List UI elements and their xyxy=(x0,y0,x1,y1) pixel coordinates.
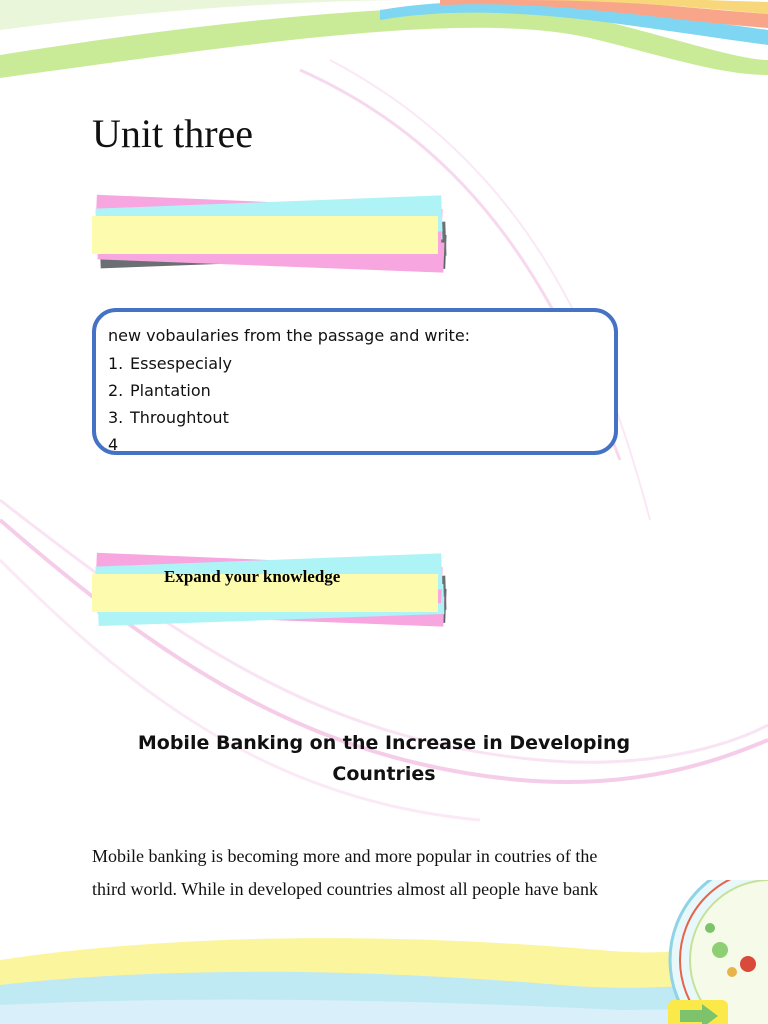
article-title-line: Countries xyxy=(332,763,436,785)
banner-label: Expand your knowledge xyxy=(164,567,341,586)
arrow-right-icon xyxy=(668,1000,728,1024)
body-line: Mobile banking is becoming more and more popular in coutries of the xyxy=(92,846,598,866)
vocabulary-box xyxy=(92,308,618,455)
list-item: 2. Plantation xyxy=(108,381,211,400)
arrow-button-icon[interactable] xyxy=(668,1000,728,1024)
article-title xyxy=(100,728,668,790)
expand-knowledge-banner xyxy=(88,550,448,640)
article-title-line: Mobile Banking on the Increase in Developing xyxy=(137,732,631,754)
vocab-list xyxy=(108,350,232,455)
body-line: third world. While in developed countries almost all people have bank xyxy=(92,879,599,899)
list-item: 4 xyxy=(108,435,119,454)
unit-title: Unit three xyxy=(92,111,254,156)
section-banner-empty xyxy=(88,196,448,286)
list-item: 3. Throughtout xyxy=(108,408,229,427)
list-item: 1. Essespecialy xyxy=(108,354,232,373)
article-body xyxy=(92,840,692,906)
vocab-instruction: new vobaularies from the passage and write: xyxy=(108,326,471,345)
